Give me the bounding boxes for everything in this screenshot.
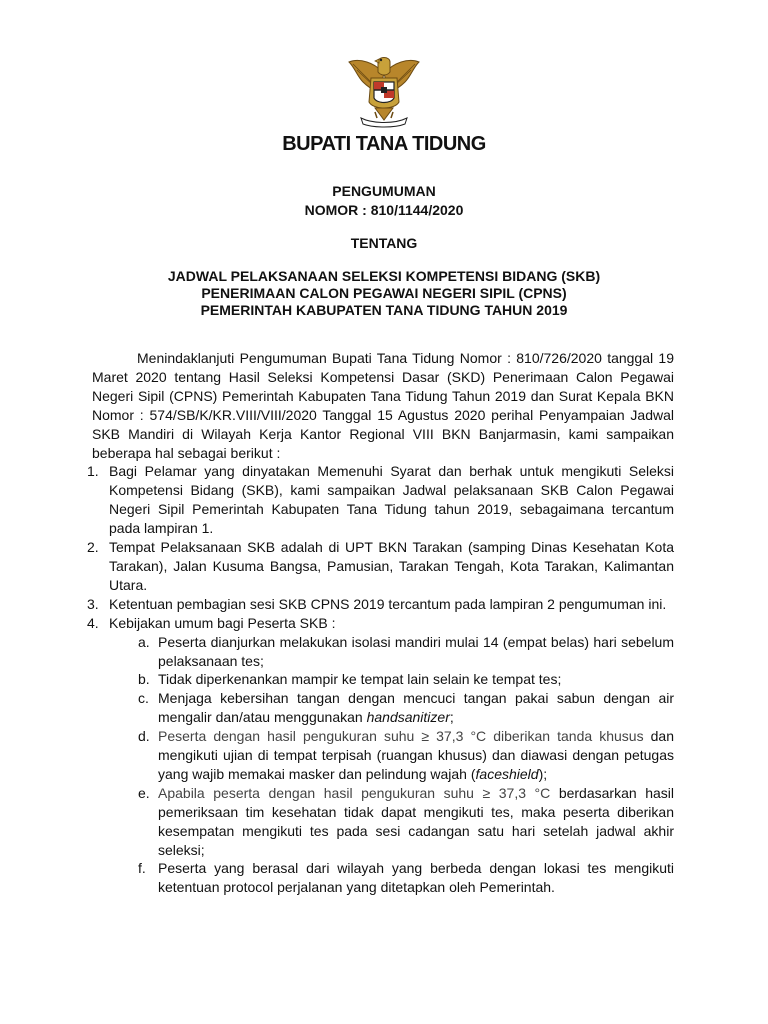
sub-item-lead: Peserta dengan hasil pengukuran suhu ≥ 37,3 °C diberikan tanda khusus: [158, 728, 644, 745]
item-number: 2.: [87, 539, 99, 556]
sub-item-text: berdasarkan hasil pemeriksaan tim kesehatan tidak dapat mengikuti tes, maka peserta diberikan kesempatan mengikuti tes pada sesi cadangan satu hari setelah jadwal akhir seleksi;: [158, 784, 674, 858]
list-item: [87, 462, 674, 538]
item-number: 1.: [87, 463, 99, 480]
announcement-title: PENGUMUMAN: [332, 183, 436, 199]
sub-item-text: Peserta dianjurkan melakukan isolasi mandiri mulai 14 (empat belas) hari sebelum pelaksanaan tes;: [158, 633, 674, 669]
sub-item-letter: b.: [138, 671, 150, 688]
sub-item-after: );: [538, 765, 548, 782]
sub-list-item: [92, 689, 674, 727]
main-list: [87, 462, 674, 632]
document-body: [87, 349, 675, 897]
sub-item-letter: a.: [138, 633, 150, 650]
announcement-number: NOMOR : 810/1144/2020: [304, 202, 464, 218]
subject-line-3: PEMERINTAH KABUPATEN TANA TIDUNG TAHUN 2019: [200, 302, 568, 318]
item-text: Kebijakan umum bagi Peserta SKB :: [109, 614, 336, 631]
sub-item-letter: c.: [138, 690, 149, 707]
list-item: [87, 595, 674, 614]
sub-item-letter: e.: [138, 784, 150, 801]
sub-item-italic: faceshield: [475, 765, 539, 782]
about-heading: TENTANG: [350, 235, 418, 251]
sub-list: [92, 633, 674, 898]
list-item: [87, 538, 674, 595]
item-text: Bagi Pelamar yang dinyatakan Memenuhi Syarat dan berhak untuk mengikuti Seleksi Kompetensi Bidang (SKB), kami sampaikan Jadwal pelaksanaan SKB Calon Pegawai Negeri Sipil Pemerintah Kabupaten Tana Tidung tahun 2019, sebagaimana tercantum pada lampiran 1.: [109, 463, 674, 537]
garuda-emblem-icon: [345, 52, 423, 132]
item-number: 4.: [87, 614, 99, 631]
sub-list-item: [92, 727, 674, 784]
sub-list-item: [92, 633, 674, 671]
subject-line-1: JADWAL PELAKSANAAN SELEKSI KOMPETENSI BIDANG (SKB): [167, 268, 601, 284]
sub-item-text: Tidak diperkenankan mampir ke tempat lain selain ke tempat tes;: [158, 671, 562, 688]
sub-item-letter: d.: [138, 728, 150, 745]
sub-item-text: Menjaga kebersihan tangan dengan mencuci tangan pakai sabun dengan air mengalir dan/atau menggunakan: [158, 690, 674, 726]
sub-list-item: [92, 859, 674, 897]
sub-item-text: Peserta yang berasal dari wilayah yang berbeda dengan lokasi tes mengikuti ketentuan protocol perjalanan yang ditetapkan oleh Pemerintah.: [158, 860, 674, 896]
sub-list-item: [92, 784, 674, 860]
sub-item-lead: Apabila peserta dengan hasil pengukuran suhu ≥ 37,3 °C: [158, 784, 551, 801]
intro-paragraph: Menindaklanjuti Pengumuman Bupati Tana Tidung Nomor : 810/726/2020 tanggal 19 Maret 2020 tentang Hasil Seleksi Kompetensi Dasar (SKD) Penerimaan Calon Pegawai Negeri Sipil (CPNS) Pemerintah Kabupaten Tana Tidung Tahun 2019 dan Surat Kepala BKN Nomor : 574/SB/K/KR.VIII/VIII/2020 Tanggal 15 Agustus 2020 perihal Penyampaian Jadwal SKB Mandiri di Wilayah Kerja Kantor Regional VIII BKN Banjarmasin, kami sampaikan beberapa hal sebagai berikut :: [92, 350, 674, 461]
sub-item-text: dan mengikuti ujian di tempat terpisah (ruangan khusus) dan diawasi dengan petugas yang wajib memakai masker dan pelindung wajah (: [158, 728, 675, 782]
subject-line-2: PENERIMAAN CALON PEGAWAI NEGERI SIPIL (CPNS): [201, 285, 567, 301]
item-number: 3.: [87, 595, 99, 612]
office-title: BUPATI TANA TIDUNG: [282, 133, 486, 155]
sub-item-italic: handsanitizer: [366, 709, 450, 726]
sub-item-after: ;: [449, 709, 454, 726]
item-text: Tempat Pelaksanaan SKB adalah di UPT BKN Tarakan (samping Dinas Kesehatan Kota Tarakan), Jalan Kusuma Bangsa, Pamusian, Tarakan Tengah, Kota Tarakan, Kalimantan Utara.: [109, 539, 674, 593]
sub-item-letter: f.: [138, 860, 146, 877]
list-item: [87, 614, 674, 633]
sub-list-item: [92, 670, 674, 689]
item-text: Ketentuan pembagian sesi SKB CPNS 2019 tercantum pada lampiran 2 pengumuman ini.: [109, 595, 667, 612]
